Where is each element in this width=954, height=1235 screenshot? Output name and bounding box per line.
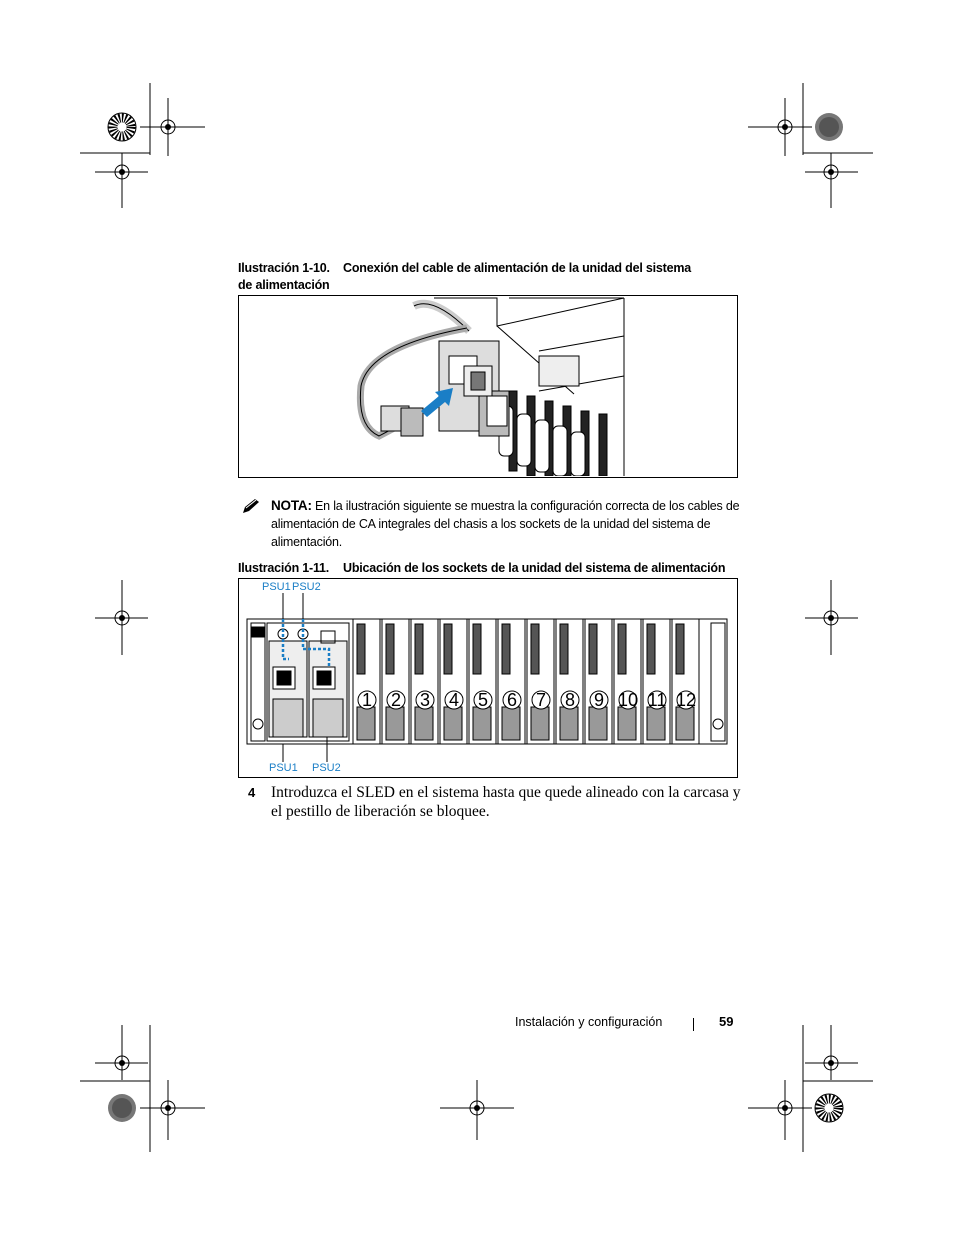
slot-number-1: 1 [361,690,373,710]
note-label: NOTA: [271,498,312,513]
figure-10-title-line2: de alimentación [238,278,330,292]
slot-number-8: 8 [564,690,576,710]
figure-10-caption [238,260,691,294]
slot-number-7: 7 [535,690,547,710]
step-text: Introduzca el SLED en el sistema hasta que quede alineado con la carcasa y el pestillo de liberación se bloquee. [271,784,741,820]
figure-11-number: Ilustración 1-11. [238,561,330,575]
psu2-top-label: PSU2 [292,581,321,593]
page-number: 59 [719,1014,734,1029]
note-pencil-icon [241,498,263,516]
psu1-top-label: PSU1 [262,581,291,593]
figure-11-title: Ubicación de los sockets de la unidad del sistema de alimentación [343,561,726,575]
psu2-bottom-label: PSU2 [312,762,341,774]
slot-number-5: 5 [477,690,489,710]
chassis-rear-drawing [239,579,736,776]
figure-11-illustration [238,578,738,778]
step-number: 4 [248,785,256,800]
slot-number-6: 6 [506,690,518,710]
slot-number-2: 2 [390,690,402,710]
figure-10-illustration [238,295,738,478]
slot-number-3: 3 [419,690,431,710]
figure-10-title-line1: Conexión del cable de alimentación de la unidad del sistema [343,261,692,275]
slot-number-9: 9 [593,690,605,710]
psu1-bottom-label: PSU1 [269,762,298,774]
footer-section-title: Instalación y configuración [515,1015,663,1029]
slot-number-10: 10 [617,690,639,710]
figure-11-caption [238,560,725,577]
slot-number-4: 4 [448,690,460,710]
note-paragraph [271,497,741,551]
power-cable-connection-drawing [239,296,736,476]
footer-separator [693,1018,694,1031]
slot-number-11: 11 [647,690,667,710]
slot-number-12: 12 [675,690,697,710]
figure-10-number: Ilustración 1-10. [238,261,330,275]
note-text: En la ilustración siguiente se muestra la configuración correcta de los cables de alimentación de CA integrales del chasis a los sockets de la unidad del sistema de alimentación. [271,499,740,549]
